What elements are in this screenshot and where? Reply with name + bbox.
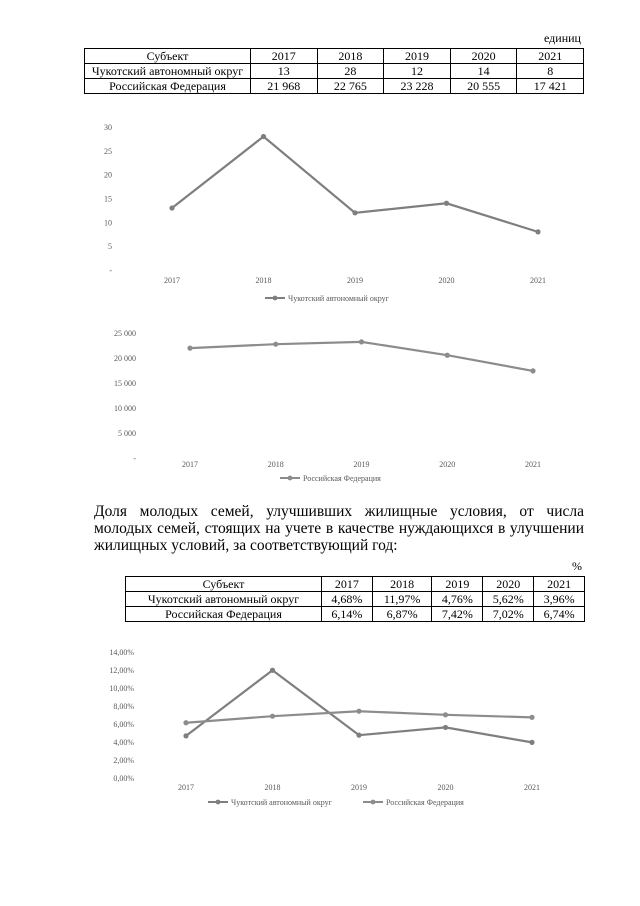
- legend-marker: [216, 800, 221, 805]
- series-line: [186, 670, 532, 742]
- table2-header-cell: 2017: [322, 577, 373, 592]
- x-tick-label: 2019: [353, 460, 370, 469]
- x-tick-label: 2017: [182, 460, 198, 469]
- data-point: [183, 720, 188, 725]
- table-cell: 3,96%: [534, 592, 585, 607]
- data-point: [273, 342, 278, 347]
- legend-marker: [371, 800, 376, 805]
- data-point: [535, 229, 540, 234]
- data-point: [529, 740, 534, 745]
- y-tick-label: 20 000: [114, 354, 136, 363]
- series-line: [190, 342, 533, 371]
- x-tick-label: 2017: [178, 783, 194, 792]
- table-cell: 23 228: [384, 79, 451, 94]
- y-tick-label: 2,00%: [113, 756, 134, 765]
- y-tick-label: 8,00%: [113, 702, 134, 711]
- table1-header-cell: Субъект: [85, 49, 251, 64]
- table-cell: 20 555: [450, 79, 517, 94]
- y-tick-label: 20: [104, 170, 112, 180]
- y-tick-label: 10 000: [114, 404, 136, 413]
- data-point: [352, 210, 357, 215]
- y-tick-label: 30: [104, 123, 112, 132]
- table-cell: 22 765: [317, 79, 384, 94]
- table1-header-cell: 2020: [450, 49, 517, 64]
- table-cell: 21 968: [251, 79, 318, 94]
- data-point: [529, 715, 534, 720]
- table-cell: Российская Федерация: [126, 607, 322, 622]
- table2-unit: %: [572, 559, 582, 573]
- y-tick-label: 4,00%: [113, 738, 134, 747]
- y-tick-label: 15 000: [114, 379, 136, 388]
- table-cell: 7,02%: [483, 607, 534, 622]
- legend-marker: [288, 476, 293, 481]
- data-point: [444, 201, 449, 206]
- x-tick-label: 2019: [347, 276, 363, 285]
- table-cell: 14: [450, 64, 517, 79]
- x-tick-label: 2018: [267, 460, 284, 469]
- table-cell: 12: [384, 64, 451, 79]
- x-tick-label: 2019: [351, 783, 367, 792]
- y-tick-label: 6,00%: [113, 720, 134, 729]
- data-point: [443, 725, 448, 730]
- data-point: [187, 346, 192, 351]
- legend-label: Чукотский автономный округ: [288, 294, 389, 303]
- table-cell: 8: [517, 64, 584, 79]
- table-cell: 13: [251, 64, 318, 79]
- y-tick-label: 10: [104, 218, 112, 228]
- y-tick-label: 12,00%: [109, 666, 134, 675]
- data-point: [530, 368, 535, 373]
- y-tick-label: 10,00%: [109, 684, 134, 693]
- paragraph-line: жилищных условий, за соответствующий год:: [94, 537, 398, 554]
- data-point: [169, 205, 174, 210]
- series-line: [172, 137, 538, 232]
- data-point: [443, 712, 448, 717]
- paragraph-line: Доля молодых семей, улучшивших жилищные условия, от числа: [94, 503, 584, 520]
- x-tick-label: 2021: [525, 460, 541, 469]
- x-tick-label: 2017: [164, 276, 180, 285]
- table-cell: 17 421: [517, 79, 584, 94]
- table1-header-cell: 2019: [384, 49, 451, 64]
- x-tick-label: 2018: [264, 783, 281, 792]
- data-point: [356, 709, 361, 714]
- x-tick-label: 2020: [439, 460, 456, 469]
- table1-header-cell: 2021: [517, 49, 584, 64]
- y-tick-label: 25 000: [114, 329, 136, 338]
- line-chart-1: [104, 123, 546, 303]
- table-cell: 6,14%: [322, 607, 373, 622]
- table2-header-cell: Субъект: [126, 577, 322, 592]
- table2-header-cell: 2018: [372, 577, 432, 592]
- table2-header-cell: 2021: [534, 577, 585, 592]
- legend-label: Российская Федерация: [303, 474, 381, 483]
- table2-header-cell: 2020: [483, 577, 534, 592]
- x-tick-label: 2021: [524, 783, 540, 792]
- table1-header-cell: 2017: [251, 49, 318, 64]
- data-point: [183, 733, 188, 738]
- legend-label: Чукотский автономный округ: [231, 798, 332, 807]
- data-point: [359, 339, 364, 344]
- line-chart-2: [114, 329, 541, 483]
- legend-marker: [273, 296, 278, 301]
- table-cell: 6,87%: [372, 607, 432, 622]
- table-cell: 7,42%: [432, 607, 483, 622]
- table1-unit: единиц: [544, 31, 581, 45]
- y-tick-label: 25: [104, 146, 112, 156]
- table-cell: 11,97%: [372, 592, 432, 607]
- x-tick-label: 2021: [530, 276, 546, 285]
- table-cell: 28: [317, 64, 384, 79]
- y-tick-label: 14,00%: [109, 648, 134, 657]
- y-tick-label: 15: [104, 194, 112, 204]
- data-point: [356, 733, 361, 738]
- table-cell: 5,62%: [483, 592, 534, 607]
- table-cell: 4,68%: [322, 592, 373, 607]
- table-cell: 4,76%: [432, 592, 483, 607]
- table1-header-cell: 2018: [317, 49, 384, 64]
- table-cell: 6,74%: [534, 607, 585, 622]
- x-tick-label: 2020: [437, 783, 454, 792]
- y-tick-label: 5 000: [118, 429, 136, 438]
- legend-label: Российская Федерация: [386, 798, 464, 807]
- y-tick-label: 0,00%: [113, 774, 134, 783]
- data-point: [445, 353, 450, 358]
- y-tick-label: -: [133, 454, 136, 463]
- line-chart-3: [109, 648, 540, 807]
- table-cell: Чукотский автономный округ: [126, 592, 322, 607]
- y-tick-label: 5: [108, 242, 112, 252]
- data-point: [270, 668, 275, 673]
- data-point: [261, 134, 266, 139]
- table-cell: Чукотский автономный округ: [85, 64, 251, 79]
- paragraph-line: молодых семей, стоящих на учете в качестве нуждающихся в улучшении: [94, 520, 584, 537]
- x-tick-label: 2020: [438, 276, 455, 285]
- y-tick-label: -: [109, 266, 112, 275]
- x-tick-label: 2018: [255, 276, 272, 285]
- data-point: [270, 714, 275, 719]
- table2-header-cell: 2019: [432, 577, 483, 592]
- table-cell: Российская Федерация: [85, 79, 251, 94]
